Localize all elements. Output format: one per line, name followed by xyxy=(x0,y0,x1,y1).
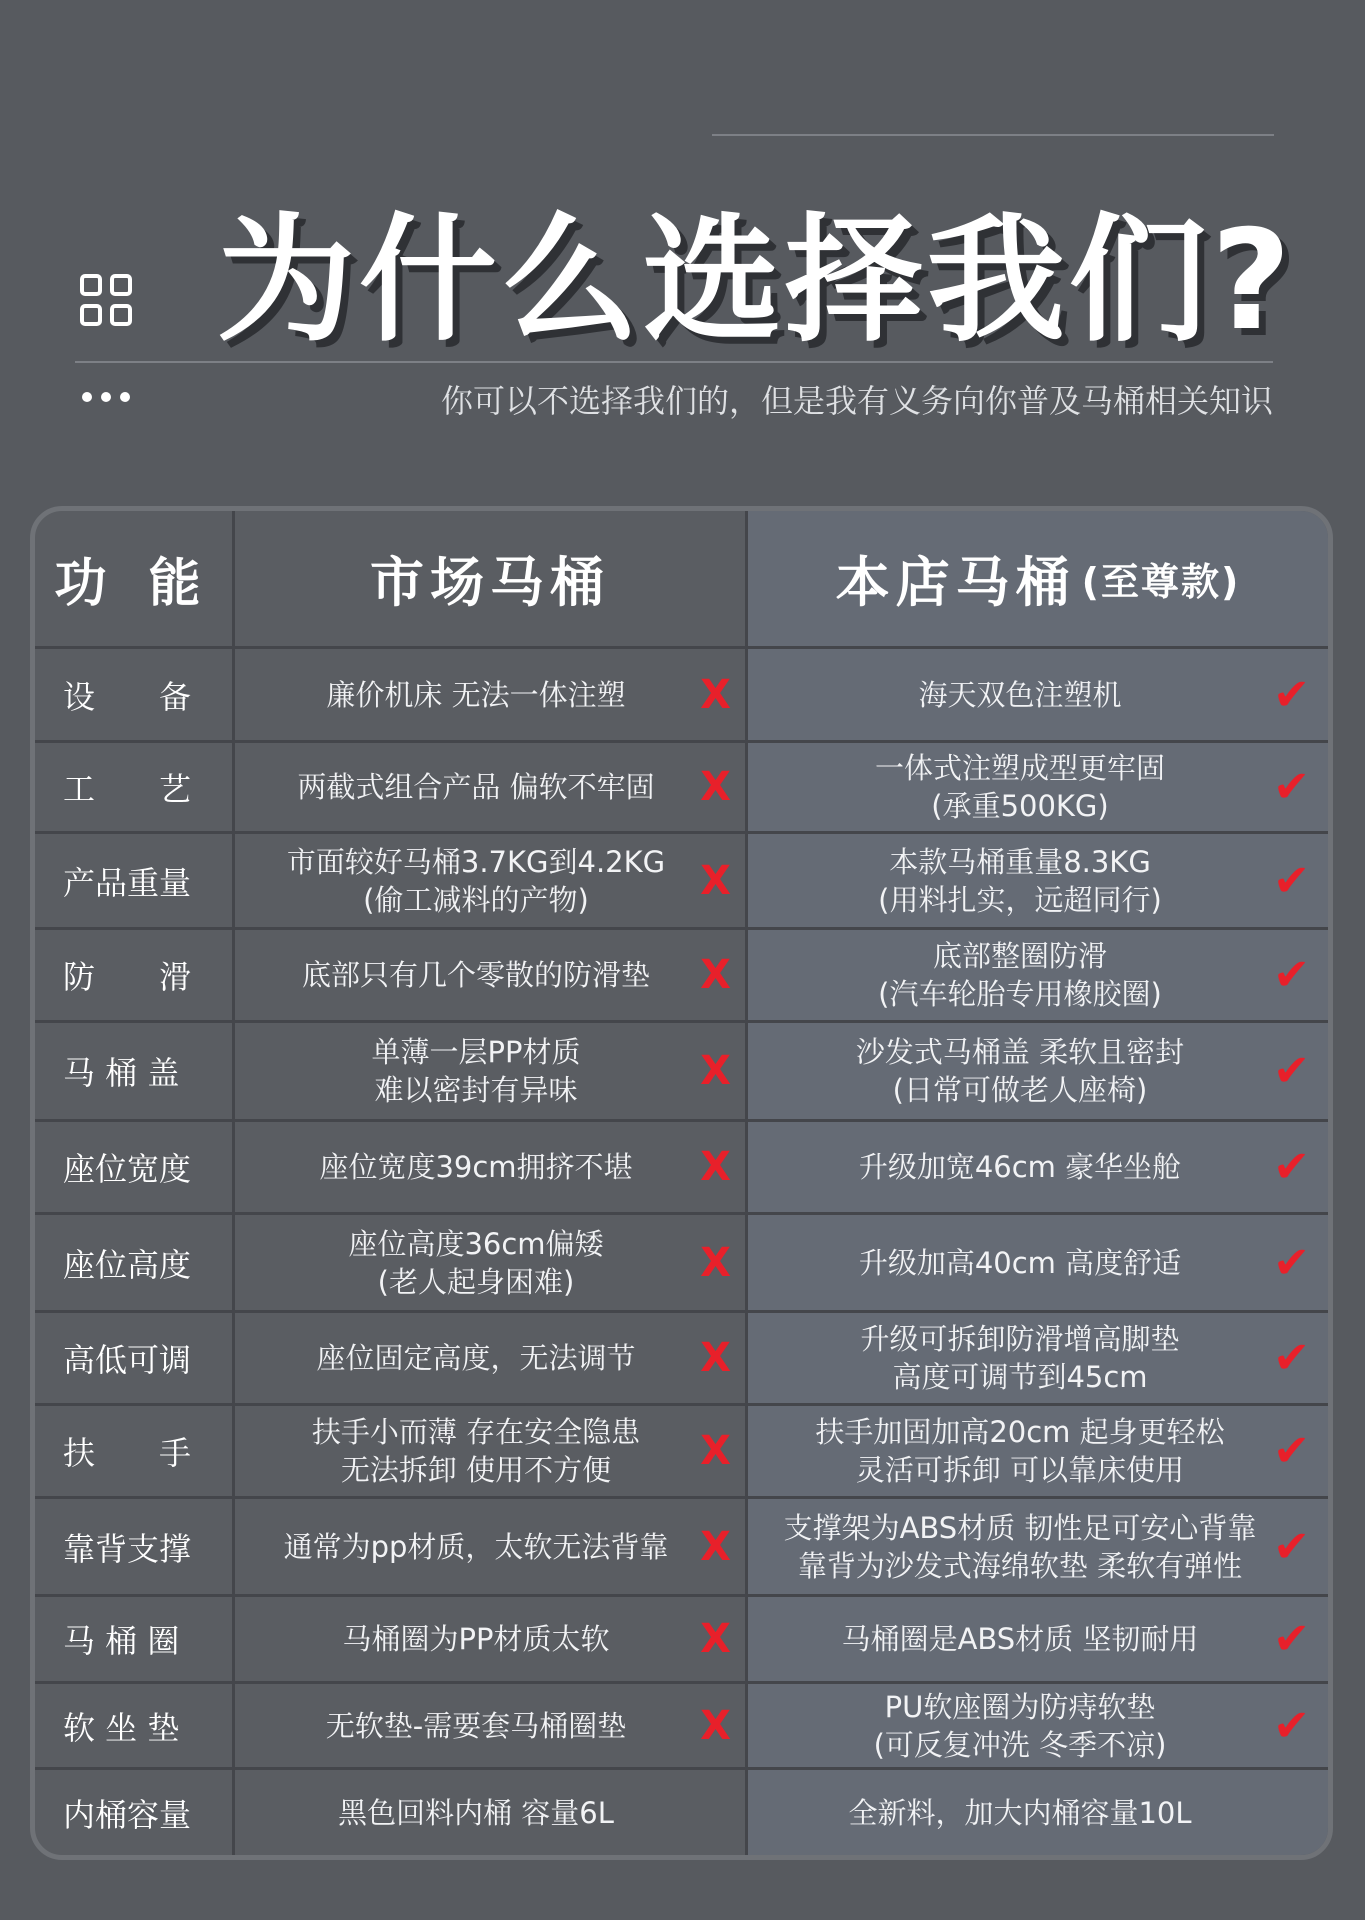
table-row xyxy=(35,1212,1328,1310)
check-icon: ✔ xyxy=(1273,1613,1310,1665)
check-icon: ✔ xyxy=(1273,669,1310,720)
check-icon: ✔ xyxy=(1273,1332,1310,1384)
ours-description: 升级加宽46cm 豪华坐舱 xyxy=(858,1150,1182,1184)
table-row xyxy=(35,740,1328,831)
market-description: 市面较好马桶3.7KG到4.2KG (偷工减料的产物) xyxy=(286,844,666,917)
feature-label: 座位宽度 xyxy=(63,1150,192,1188)
cross-icon: X xyxy=(700,857,731,904)
market-cell xyxy=(235,1770,748,1855)
ours-cell xyxy=(748,1122,1328,1212)
ours-description: 全新料，加大内桶容量10L xyxy=(848,1795,1192,1830)
feature-cell xyxy=(35,1122,235,1212)
header-market-toilet: 市场马桶 xyxy=(235,511,748,646)
market-cell xyxy=(235,1406,748,1496)
feature-cell xyxy=(35,743,235,831)
page-subtitle: 你可以不选择我们的，但是我有义务向你普及马桶相关知识 xyxy=(440,382,1273,420)
market-cell xyxy=(235,1215,748,1310)
ours-description: 支撑架为ABS材质 韧性足可安心背靠 靠背为沙发式海绵软垫 柔软有弹性 xyxy=(783,1510,1257,1583)
header-feature: 功 能 xyxy=(35,511,235,646)
feature-label: 靠背支撑 xyxy=(63,1529,192,1568)
market-description: 廉价机床 无法一体注塑 xyxy=(326,677,626,712)
feature-cell xyxy=(35,1597,235,1681)
header-our-toilet-note: (至尊款) xyxy=(1081,560,1241,604)
ours-description: 海天双色注塑机 xyxy=(918,677,1122,712)
market-description: 底部只有几个零散的防滑垫 xyxy=(301,958,650,992)
ours-cell xyxy=(748,1684,1328,1767)
table-row xyxy=(35,1496,1328,1594)
market-description: 扶手小而薄 存在安全隐患 无法拆卸 使用不方便 xyxy=(311,1415,641,1487)
check-icon: ✔ xyxy=(1273,1141,1310,1193)
market-description: 黑色回料内桶 容量6L xyxy=(338,1795,614,1830)
market-cell xyxy=(235,1023,748,1119)
ours-description: 沙发式马桶盖 柔软且密封 (日常可做老人座椅) xyxy=(855,1035,1185,1107)
table-row xyxy=(35,831,1328,927)
check-icon: ✔ xyxy=(1273,1521,1310,1572)
ours-cell xyxy=(748,1406,1328,1496)
table-header-row xyxy=(35,511,1328,646)
feature-cell xyxy=(35,1023,235,1119)
ours-cell xyxy=(748,1499,1328,1594)
check-icon: ✔ xyxy=(1273,1237,1310,1288)
check-icon: ✔ xyxy=(1273,1425,1310,1477)
table-row xyxy=(35,927,1328,1020)
feature-cell xyxy=(35,1770,235,1855)
table-row xyxy=(35,1594,1328,1681)
market-cell xyxy=(235,1684,748,1767)
cross-icon: X xyxy=(700,1335,731,1381)
cross-icon: X xyxy=(700,1048,731,1094)
market-description: 马桶圈为PP材质太软 xyxy=(342,1622,610,1656)
ours-cell xyxy=(748,930,1328,1020)
feature-label: 扶 手 xyxy=(63,1434,192,1472)
top-divider xyxy=(712,134,1274,136)
feature-cell xyxy=(35,1215,235,1310)
ours-cell xyxy=(748,743,1328,831)
header-our-toilet: 本店马桶 (至尊款) xyxy=(835,551,1241,614)
market-cell xyxy=(235,649,748,740)
market-description: 座位高度36cm偏矮 (老人起身困难) xyxy=(348,1226,604,1299)
page-title: 为什么选择我们? xyxy=(216,200,1295,361)
market-description: 两截式组合产品 偏软不牢固 xyxy=(297,770,655,804)
market-cell xyxy=(235,1597,748,1681)
ours-description: 升级加高40cm 高度舒适 xyxy=(858,1245,1182,1280)
feature-cell xyxy=(35,930,235,1020)
feature-cell xyxy=(35,1499,235,1594)
ours-cell xyxy=(748,834,1328,927)
market-cell xyxy=(235,743,748,831)
market-cell xyxy=(235,1122,748,1212)
table-row xyxy=(35,1310,1328,1403)
feature-label: 内桶容量 xyxy=(63,1795,192,1834)
feature-cell xyxy=(35,649,235,740)
cross-icon: X xyxy=(700,1239,731,1286)
market-description: 座位宽度39cm拥挤不堪 xyxy=(319,1150,633,1184)
ours-description: 一体式注塑成型更牢固 (承重500KG) xyxy=(874,751,1165,823)
feature-label: 马 桶 圈 xyxy=(63,1622,180,1660)
market-cell xyxy=(235,834,748,927)
feature-cell xyxy=(35,834,235,927)
ours-cell xyxy=(748,1770,1328,1855)
cross-icon: X xyxy=(700,1428,731,1474)
check-icon: ✔ xyxy=(1273,855,1310,906)
ours-cell xyxy=(748,1215,1328,1310)
ours-cell xyxy=(748,1023,1328,1119)
check-icon: ✔ xyxy=(1273,761,1310,813)
ours-description: 马桶圈是ABS材质 坚韧耐用 xyxy=(841,1622,1199,1656)
table-row xyxy=(35,1681,1328,1767)
cross-icon: X xyxy=(700,952,731,998)
feature-label: 防 滑 xyxy=(63,958,192,996)
title-divider xyxy=(75,361,1273,363)
feature-label: 马 桶 盖 xyxy=(63,1054,180,1092)
market-description: 座位固定高度，无法调节 xyxy=(316,1341,636,1375)
cross-icon: X xyxy=(700,671,731,718)
check-icon: ✔ xyxy=(1273,1045,1310,1097)
cross-icon: X xyxy=(700,1523,731,1570)
table-row xyxy=(35,1767,1328,1855)
table-row xyxy=(35,1020,1328,1119)
feature-cell xyxy=(35,1684,235,1767)
table-row xyxy=(35,646,1328,740)
market-cell xyxy=(235,1499,748,1594)
market-description: 无软垫-需要套马桶圈垫 xyxy=(325,1708,627,1743)
comparison-table xyxy=(30,506,1333,1860)
cross-icon: X xyxy=(700,764,731,810)
market-description: 通常为pp材质，太软无法背靠 xyxy=(283,1529,669,1564)
cross-icon: X xyxy=(700,1144,731,1190)
feature-label: 高低可调 xyxy=(63,1341,192,1379)
check-icon: ✔ xyxy=(1273,1700,1310,1751)
ours-cell xyxy=(748,1313,1328,1403)
feature-label: 软 坐 垫 xyxy=(63,1708,180,1747)
more-dots-icon xyxy=(82,392,130,404)
ours-description: 升级可拆卸防滑增高脚垫 高度可调节到45cm xyxy=(860,1322,1180,1394)
grid-icon xyxy=(80,274,132,326)
feature-label: 设 备 xyxy=(63,677,192,716)
feature-label: 座位高度 xyxy=(63,1245,192,1284)
ours-description: 底部整圈防滑 (汽车轮胎专用橡胶圈) xyxy=(878,939,1162,1011)
feature-label: 产品重量 xyxy=(63,863,192,902)
ours-description: 本款马桶重量8.3KG (用料扎实，远超同行) xyxy=(878,844,1162,917)
feature-cell xyxy=(35,1313,235,1403)
market-cell xyxy=(235,1313,748,1403)
ours-cell xyxy=(748,1597,1328,1681)
market-description: 单薄一层PP材质 难以密封有异味 xyxy=(371,1035,581,1107)
table-row xyxy=(35,1403,1328,1496)
cross-icon: X xyxy=(700,1616,731,1662)
feature-label: 工 艺 xyxy=(63,770,192,808)
cross-icon: X xyxy=(700,1702,731,1749)
market-cell xyxy=(235,930,748,1020)
check-icon: ✔ xyxy=(1273,949,1310,1001)
table-row xyxy=(35,1119,1328,1212)
ours-description: PU软座圈为防痔软垫 (可反复冲洗 冬季不凉) xyxy=(873,1689,1167,1762)
ours-description: 扶手加固加高20cm 起身更轻松 灵活可拆卸 可以靠床使用 xyxy=(815,1415,1225,1487)
feature-cell xyxy=(35,1406,235,1496)
ours-cell xyxy=(748,649,1328,740)
